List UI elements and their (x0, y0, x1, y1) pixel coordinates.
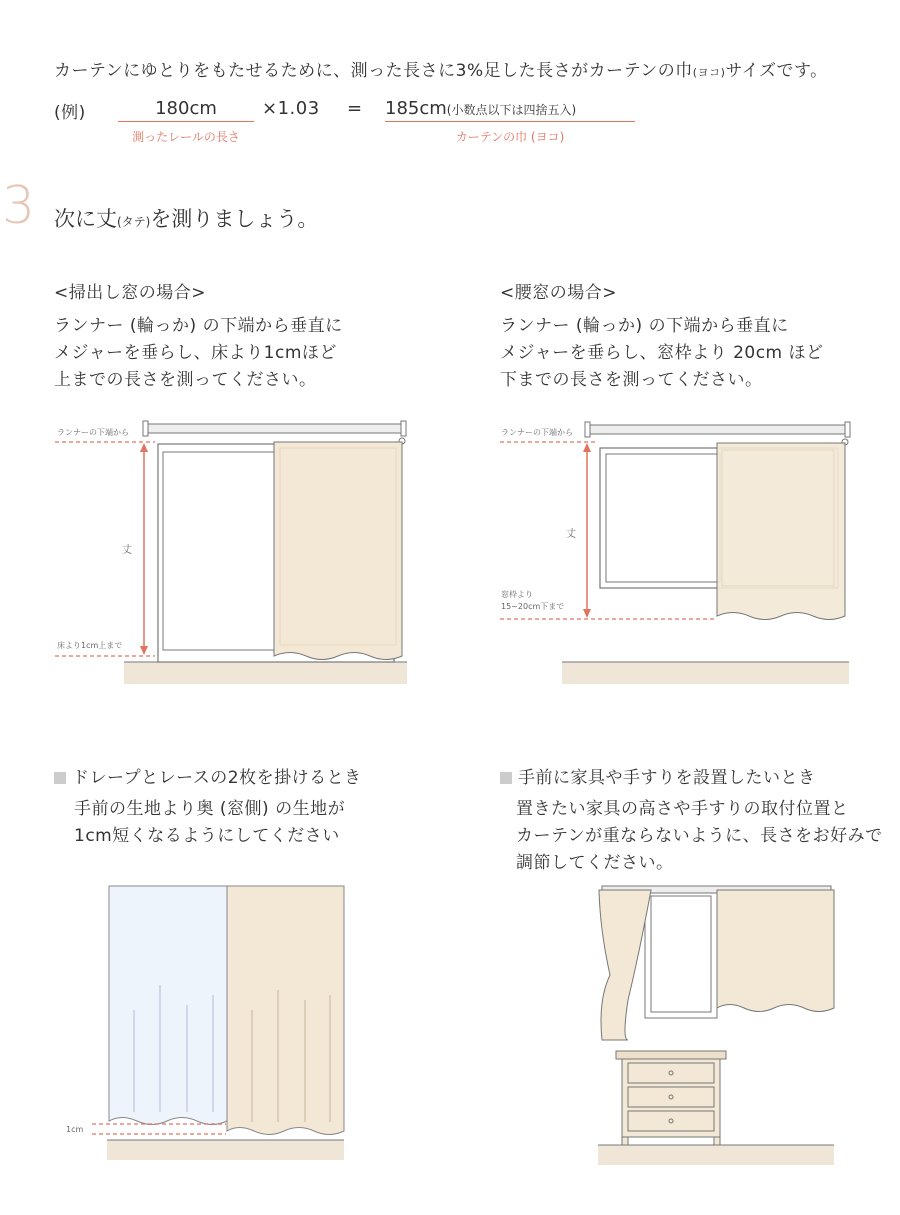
tied-curtain (599, 890, 651, 1040)
tip-left-text: 手前の生地より奥 (窓側) の生地が 1cm短くなるようにしてください (74, 799, 346, 846)
curtain (274, 442, 402, 660)
sliding-window-diagram (0, 400, 450, 700)
right-case-text: ランナー (輪っか) の下端から垂直に メジャーを垂らし、窓枠より 20cm ほど 下までの長さを測ってください。 (500, 316, 824, 390)
curtain-rail (588, 425, 847, 434)
runner-label: ランナーの下端から (501, 428, 573, 437)
bottom-label-2: 15~20cm下まで (501, 602, 565, 611)
example-result-caption: カーテンの巾 (ヨコ) (455, 130, 565, 144)
bottom-label-1: 窓枠より (501, 590, 533, 599)
curtain (717, 443, 845, 620)
floor (562, 662, 849, 684)
example-value: 180cm (118, 98, 254, 122)
step-title: 次に丈(タテ)を測りましょう。 (54, 207, 319, 231)
length-label: 丈 (566, 529, 576, 540)
example-value-caption: 測ったレールの長さ (132, 130, 240, 144)
tip-right-title: 手前に家具や手すりを設置したいとき (500, 763, 816, 788)
length-label: 丈 (122, 545, 132, 556)
drape-curtain (227, 886, 344, 1135)
step-number: 3 (2, 176, 36, 236)
window-pane (163, 452, 275, 650)
hanging-curtain (717, 890, 834, 1012)
left-case-heading: <掃出し窓の場合> (54, 283, 206, 303)
right-case-heading: <腰窓の場合> (500, 283, 617, 303)
drape-lace-diagram (40, 870, 360, 1170)
furniture-top (616, 1051, 726, 1059)
example-equals: = (347, 98, 363, 119)
one-cm-label: 1cm (66, 1125, 84, 1134)
floor (598, 1145, 834, 1165)
floor (124, 662, 407, 684)
bullet-square (54, 772, 66, 784)
floor (107, 1140, 344, 1160)
example-label: (例) (54, 103, 86, 123)
left-case-text: ランナー (輪っか) の下端から垂直に メジャーを垂らし、床より1cmほど 上までの長さを測ってください。 (54, 316, 343, 390)
bottom-label: 床より1cm上まで (57, 641, 123, 650)
furniture-diagram (580, 880, 850, 1170)
example-multiplier: ×1.03 (262, 98, 320, 119)
tip-right-text: 置きたい家具の高さや手すりの取付位置と カーテンが重ならないように、長さをお好みで 調節してください。 (516, 799, 883, 873)
lace-curtain (109, 886, 227, 1125)
intro-text: カーテンにゆとりをもたせるために、測った長さに3%足した長さがカーテンの巾(ヨコ)サイズです。 (54, 61, 828, 81)
curtain-rail (146, 424, 404, 433)
waist-window-diagram (450, 400, 900, 700)
window-pane (606, 454, 720, 582)
example-result: 185cm(小数点以下は四捨五入) (385, 98, 635, 122)
runner-label: ランナーの下端から (57, 428, 129, 437)
tip-left-title: ドレープとレースの2枚を掛けるとき (54, 763, 362, 788)
bullet-square (500, 772, 512, 784)
